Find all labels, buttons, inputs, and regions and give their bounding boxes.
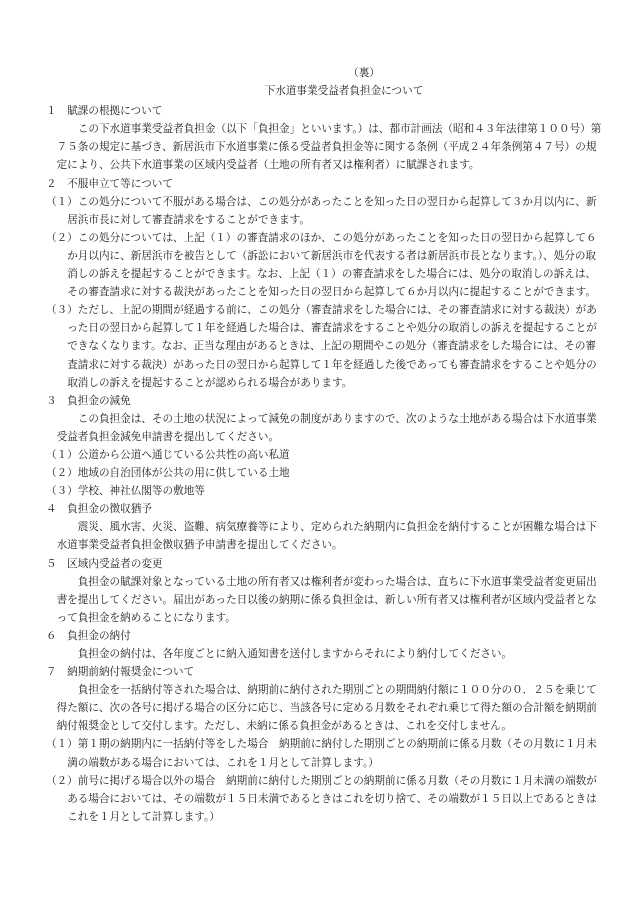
list-item: （１）第１期の納期内に一括納付等をした場合 納期前に納付した期別ごとの納期前に係る月数（その月数に１月未満の端数がある場合においては、これを１月として計算します。）	[46, 738, 597, 769]
section-paragraph: 負担金の納付は、各年度ごとに納入通知書を送付しますからそれにより納付してください。	[77, 648, 513, 660]
section-paragraph: 負担金の賦課対象となっている土地の所有者又は権利者が変わった場合は、直ちに下水道事業受益者変更届出書を提出してください。届出があった日以後の納期に係る負担金は、新しい所有者又は権利者が区域内受益者となって負担金を納めることになります。	[56, 575, 597, 624]
sections	[46, 102, 602, 826]
section-paragraph: この負担金は、その土地の状況によって減免の制度がありますので、次のような土地がある場合は下水道事業受益者負担金減免申請書を提出してください。	[56, 412, 597, 443]
list-item: （２）地域の自治団体が公共の用に供している土地	[46, 467, 290, 480]
section-5	[46, 555, 602, 627]
document-title: 下水道事業受益者負担金について	[264, 85, 424, 98]
section-heading: １ 賦課の根拠について	[46, 105, 163, 118]
section-heading: ６ 負担金の納付	[46, 629, 131, 642]
section-7	[46, 663, 602, 826]
section-2	[46, 175, 602, 392]
section-heading: ２ 不服申立て等について	[46, 177, 173, 190]
side-label: （裏）	[348, 67, 380, 79]
list-item: （２）この処分については、上記（１）の審査請求のほか、この処分があったことを知った日の翌日から起算して６か月以内に、新居浜市を被告として（訴訟において新居浜市を代表する者は新居浜市長となります。）、処分の取消しの訴えを提起することができます。なお、上記（１）の審査請求をした場合には、処分の取消しの訴えは、その審査請求に対する裁決があったことを知った日の翌日から起算して６か月以内に提起することができます。	[46, 231, 597, 299]
section-paragraph: 負担金を一括納付等された場合は、納期前に納付された期別ごとの期間納付額に１００分の０．２５を乗じて得た額に、次の各号に掲げる場合の区分に応じ、当該各号に定める月数をそれぞれ乗じて得た額の合計額を納期前納付報奨金として交付します。ただし、未納に係る負担金があるときは、これを交付しません。	[56, 684, 597, 733]
section-6	[46, 627, 602, 663]
section-3	[46, 392, 602, 501]
section-heading: ３ 負担金の減免	[46, 394, 131, 407]
list-item: （１）この処分について不服がある場合は、この処分があったことを知った日の翌日から起算して３か月以内に、新居浜市長に対して審査請求をすることができます。	[46, 195, 597, 226]
list-item: （１）公道から公道へ通じている公共性の高い私道	[46, 448, 290, 461]
list-item: （３）ただし、上記の期間が経過する前に、この処分（審査請求をした場合には、その審査請求に対する裁決）があった日の翌日から起算して１年を経過した場合は、審査請求をすることや処分の取消しの訴えを提起することができなくなります。なお、正当な理由があるときは、上記の期間やこの処分（審査請求をした場合には、その審査請求に対する裁決）があった日の翌日から起算して１年を経過した後であっても審査請求をすることや処分の取消しの訴えを提起することが認められる場合があります。	[46, 304, 597, 389]
list-item: （２）前号に掲げる場合以外の場合 納期前に納付した期別ごとの納期前に係る月数（その月数に１月未満の端数がある場合においては、その端数が１５日未満であるときはこれを切り捨て、その端数が１５日以上であるときはこれを１月として計算します。）	[46, 774, 597, 823]
section-heading: ４ 負担金の徴収猶予	[46, 503, 152, 516]
section-1	[46, 102, 602, 174]
list-item: （３）学校、神社仏閣等の敷地等	[46, 485, 205, 498]
section-4	[46, 500, 602, 554]
section-paragraph: 震災、風水害、火災、盗難、病気療養等により、定められた納期内に負担金を納付することが困難な場合は下水道事業受益者負担金徴収猶予申請書を提出してください。	[56, 521, 597, 552]
section-heading: ５ 区域内受益者の変更	[46, 557, 163, 570]
section-paragraph: この下水道事業受益者負担金（以下「負担金」といいます。）は、都市計画法（昭和４３年法律第１００号）第７５条の規定に基づき、新居浜市下水道事業に係る受益者負担金等に関する条例（平成２４年条例第４７号）の規定により、公共下水道事業の区域内受益者（土地の所有者又は権利者）に賦課されます。	[56, 123, 602, 172]
section-heading: ７ 納期前納付報奨金について	[46, 666, 195, 679]
